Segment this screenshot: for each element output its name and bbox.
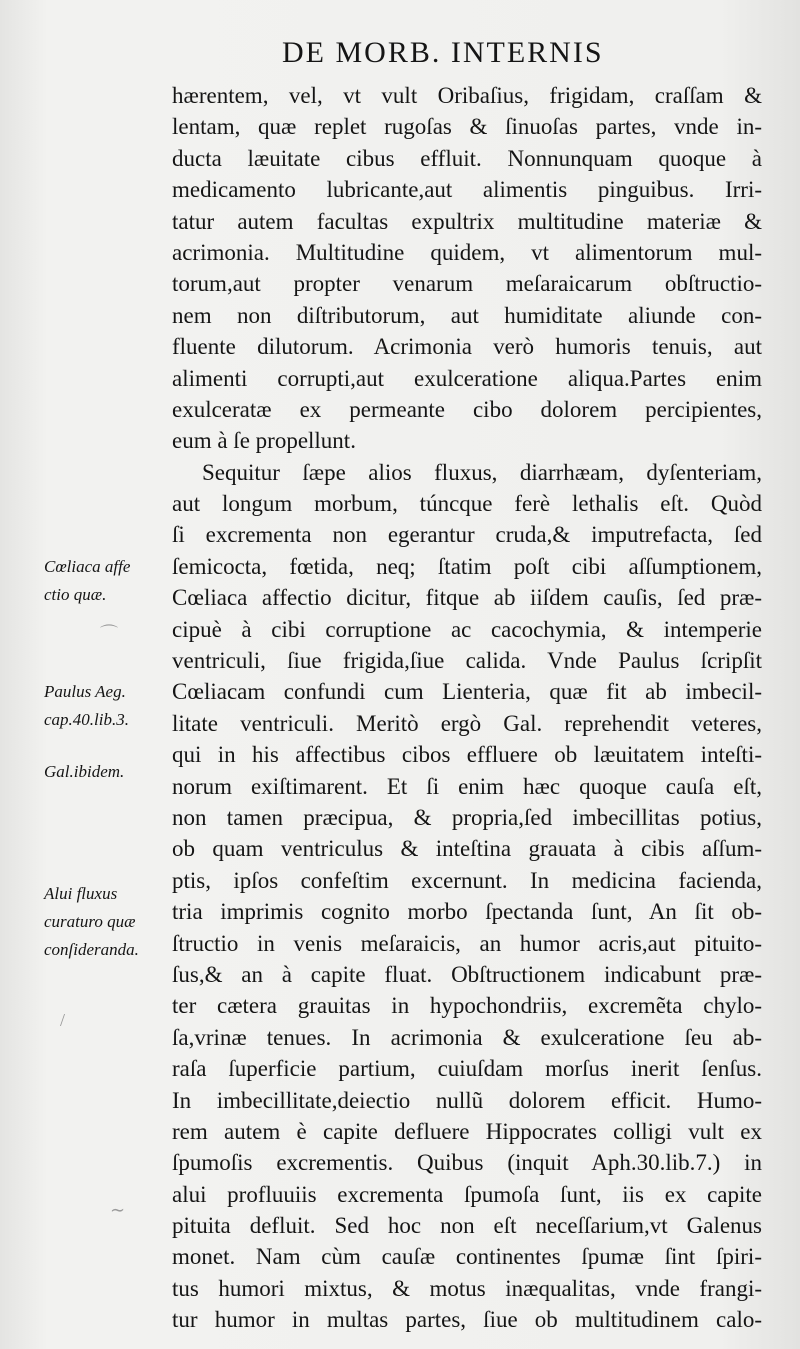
text-line: Cœliacam confundi cum Lienteria, quæ fit ab imbecil- bbox=[172, 679, 762, 705]
margin-note-celiaca bbox=[44, 553, 170, 609]
text-line: tatur autem facultas expultrix multitudine materiæ & bbox=[172, 208, 762, 234]
margin-note-paulus bbox=[44, 678, 170, 734]
text-line: raſa ſuperficie partium, cuiuſdam morſus inerit ſenſus. bbox=[172, 1056, 762, 1082]
running-header: DE MORB. INTERNIS bbox=[282, 36, 604, 69]
text-line: cipuè à cibi corruptione ac cacochymia, & intemperie bbox=[172, 616, 762, 642]
text-line: pituita defluit. Sed hoc non eſt neceſſarium,vt Galenus bbox=[172, 1213, 762, 1239]
text-line: nem non diſtributorum, aut humiditate aliunde con- bbox=[172, 302, 762, 328]
text-line: exulceratæ ex permeante cibo dolorem percipientes, bbox=[172, 396, 762, 422]
text-line: Cœliaca affectio dicitur, fitque ab iiſdem cauſis, ſed præ- bbox=[172, 585, 762, 611]
text-line: norum exiſtimarent. Et ſi enim hæc quoque cauſa eſt, bbox=[172, 773, 762, 799]
text-line: tur humor in multas partes, ſiue ob multitudinem calo- bbox=[172, 1307, 762, 1333]
text-line: medicamento lubricante,aut alimentis pinguibus. Irri- bbox=[172, 177, 762, 203]
margin-note-line: ctio quæ. bbox=[44, 585, 107, 604]
text-line: ob quam ventriculus & inteſtina grauata à cibis aſſum- bbox=[172, 836, 762, 862]
margin-note-line: Cœliaca affe bbox=[44, 557, 131, 576]
margin-note-line: conſideranda. bbox=[44, 940, 139, 959]
text-line: ſtructio in venis meſaraicis, an humor acris,aut pituito- bbox=[172, 930, 762, 956]
text-line: fluente dilutorum. Acrimonia verò humoris tenuis, aut bbox=[172, 334, 762, 360]
margin-note-galen bbox=[44, 758, 170, 786]
text-line: torum,aut propter venarum meſaraicarum obſtructio- bbox=[172, 271, 762, 297]
text-line: eum à ſe propellunt. bbox=[172, 428, 356, 454]
text-line: litate ventriculi. Meritò ergò Gal. reprehendit veteres, bbox=[172, 710, 762, 736]
text-line: qui in his affectibus cibos effluere ob læuitatem inteſti- bbox=[172, 742, 762, 768]
text-line: non tamen præcipua, & propria,ſed imbecillitas potius, bbox=[172, 804, 762, 830]
text-line: tria imprimis cognito morbo ſpectanda ſunt, An ſit ob- bbox=[172, 899, 762, 925]
text-line: ventriculi, ſiue frigida,ſiue calida. Vnde Paulus ſcripſit bbox=[172, 648, 762, 674]
ink-mark: / bbox=[60, 1010, 66, 1030]
text-line: ſemicocta, fœtida, neq; ſtatim poſt cibi aſſumptionem, bbox=[172, 553, 762, 579]
text-line: rem autem è capite defluere Hippocrates colligi vult ex bbox=[172, 1118, 762, 1144]
margin-note-line: Alui fluxus bbox=[44, 884, 118, 903]
text-line: ſpumoſis excrementis. Quibus (inquit Aph.30.lib.7.) in bbox=[172, 1150, 762, 1176]
text-line: lentam, quæ replet rugoſas & ſinuoſas partes, vnde in- bbox=[172, 114, 762, 140]
text-line: acrimonia. Multitudine quidem, vt alimentorum mul- bbox=[172, 239, 762, 265]
margin-note-line: cap.40.lib.3. bbox=[44, 710, 129, 729]
margin-note-line: curaturo quæ bbox=[44, 912, 136, 931]
text-line: ſi excrementa non egerantur cruda,& imputrefacta, ſed bbox=[172, 522, 762, 548]
margin-note-line: Paulus Aeg. bbox=[44, 682, 126, 701]
text-line: ptis, ipſos confeſtim excernunt. In medicina facienda, bbox=[172, 867, 762, 893]
text-line: Sequitur ſæpe alios fluxus, diarrhæam, dyſenteriam, bbox=[202, 459, 762, 485]
ink-mark: ∼ bbox=[110, 1200, 126, 1220]
text-line: ter cætera grauitas in hypochondriis, excremẽta chylo- bbox=[172, 993, 762, 1019]
text-line: In imbecillitate,deiectio nullũ dolorem efficit. Humo- bbox=[172, 1087, 762, 1113]
text-line: ſus,& an à capite fluat. Obſtructionem indicabunt præ- bbox=[172, 961, 762, 987]
margin-note-line: Gal.ibidem. bbox=[44, 762, 125, 781]
text-line: alimenti corrupti,aut exulceratione aliqua.Partes enim bbox=[172, 365, 762, 391]
text-line: tus humori mixtus, & motus inæqualitas, vnde frangi- bbox=[172, 1275, 762, 1301]
ink-mark: ⌒ bbox=[100, 624, 118, 644]
text-line: ducta læuitate cibus effluit. Nonnunquam quoque à bbox=[172, 145, 762, 171]
text-line: aut longum morbum, túncque ferè lethalis eſt. Quòd bbox=[172, 491, 762, 517]
text-line: hærentem, vel, vt vult Oribaſius, frigidam, craſſam & bbox=[172, 83, 762, 108]
main-text-block bbox=[172, 80, 762, 1336]
text-line: alui profluuiis excrementa ſpumoſa ſunt, iis ex capite bbox=[172, 1181, 762, 1207]
margin-note-alui-fluxus bbox=[44, 880, 170, 964]
text-line: ſa,vrinæ tenues. In acrimonia & exulceratione ſeu ab- bbox=[172, 1024, 762, 1050]
text-line: monet. Nam cùm cauſæ continentes ſpumæ ſint ſpiri- bbox=[172, 1244, 762, 1270]
